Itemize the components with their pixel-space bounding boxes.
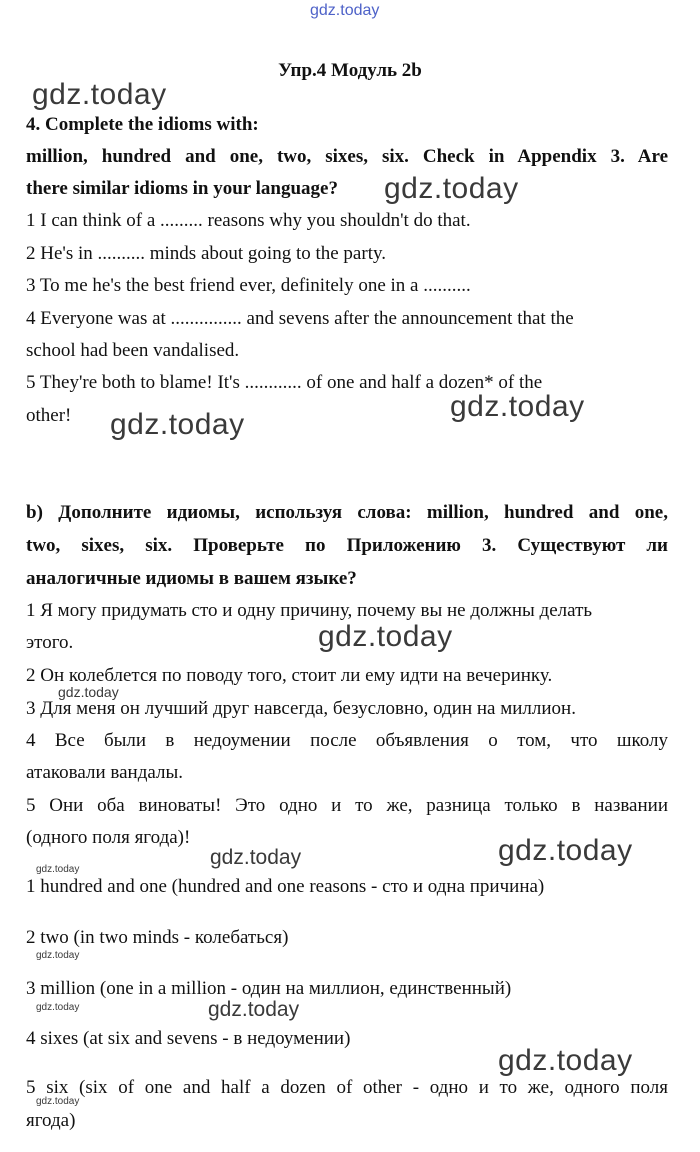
watermark: gdz.today [208,998,300,1021]
exercise-item-5-cont: other! [26,405,72,426]
watermark: gdz.today [36,864,80,875]
watermark: gdz.today [58,684,119,700]
answer-5: 5 six (six of one and half a dozen of other - одно и то же, одного поля [26,1077,668,1098]
watermark: gdz.today [318,620,453,653]
watermark: gdz.today [36,1002,80,1013]
watermark: gdz.today [36,950,80,961]
watermark: gdz.today [450,390,585,423]
ru-item-4: 4 Все были в недоумении после объявления о том, что школу [26,730,668,751]
ru-item-2: 2 Он колеблется по поводу того, стоит ли ему идти на вечеринку. [26,665,553,686]
task-instruction-line-2: there similar idioms in your language? [26,178,338,199]
task-heading: 4. Complete the idioms with: [26,114,259,135]
exercise-item-1: 1 I can think of a ......... reasons why you shouldn't do that. [26,210,471,231]
watermark: gdz.today [110,408,245,441]
exercise-item-4: 4 Everyone was at ............... and sevens after the announcement that the [26,308,574,329]
ru-item-5: 5 Они оба виноваты! Это одно и то же, разница только в названии [26,795,668,816]
exercise-item-3: 3 To me he's the best friend ever, definitely one in a .......... [26,275,471,296]
ru-item-5-cont: (одного поля ягода)! [26,827,191,848]
ru-heading-line-2: two, sixes, six. Проверьте по Приложению 3. Существуют ли [26,535,668,556]
ru-item-1-cont: этого. [26,632,74,653]
exercise-item-4-cont: school had been vandalised. [26,340,240,361]
watermark-top: gdz.today [310,2,380,19]
ru-item-3: 3 Для меня он лучший друг навсегда, безусловно, один на миллион. [26,698,576,719]
ru-heading-line-3: аналогичные идиомы в вашем языке? [26,568,357,589]
answer-5-cont: ягода) [26,1110,76,1131]
watermark: gdz.today [498,1044,633,1077]
watermark: gdz.today [210,846,302,869]
watermark: gdz.today [32,78,167,111]
answer-1: 1 hundred and one (hundred and one reasons - сто и одна причина) [26,876,545,897]
ru-item-4-cont: атаковали вандалы. [26,762,183,783]
ru-item-1: 1 Я могу придумать сто и одну причину, почему вы не должны делать [26,600,593,621]
answer-2: 2 two (in two minds - колебаться) [26,927,289,948]
page-title: Упр.4 Модуль 2b [278,60,422,81]
ru-heading-line-1: b) Дополните идиомы, используя слова: million, hundred and one, [26,502,668,523]
answer-4: 4 sixes (at six and sevens - в недоумении) [26,1028,351,1049]
answer-3: 3 million (one in a million - один на миллион, единственный) [26,978,512,999]
exercise-item-5: 5 They're both to blame! It's ............ of one and half a dozen* of the [26,372,543,393]
watermark: gdz.today [36,1096,80,1107]
watermark: gdz.today [498,834,633,867]
watermark: gdz.today [384,172,519,205]
exercise-item-2: 2 He's in .......... minds about going to the party. [26,243,386,264]
task-instruction-line-1: million, hundred and one, two, sixes, six. Check in Appendix 3. Are [26,146,668,167]
